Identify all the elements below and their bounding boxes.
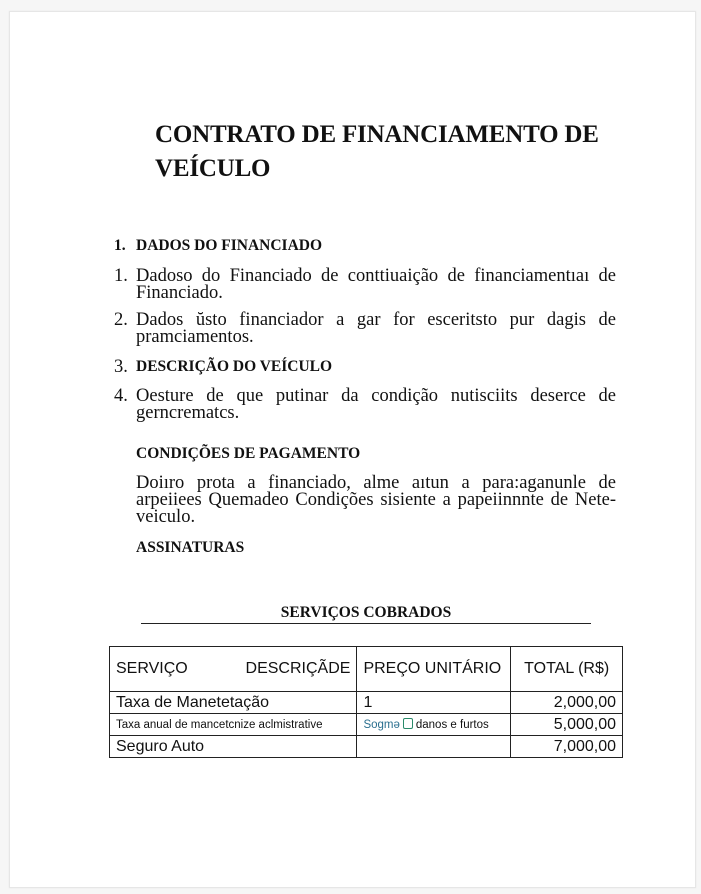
services-table bbox=[109, 646, 623, 758]
cell-total: 7,000,00 bbox=[511, 736, 623, 758]
section-heading-dados-do-financiado: DADOS DO FINANCIADO bbox=[136, 237, 323, 254]
payment-conditions-text: Doiıro prota a financiado, alme aıtun a para:aganunle de arpeiiees Quemadeo Condições sisiente a papeiinnnte de Nete-veiculo. bbox=[136, 473, 616, 527]
cell-unit-price bbox=[357, 736, 511, 758]
column-header-total: TOTAL (R$) bbox=[511, 647, 623, 692]
list-number: 1. bbox=[114, 266, 128, 286]
section-number: 1. bbox=[114, 237, 126, 254]
table-header-row bbox=[110, 647, 623, 692]
document-title: CONTRATO DE FINANCIAMENTO DE VEÍCULO bbox=[155, 121, 599, 182]
column-header-unit-price: PREÇO UNITÁRIO bbox=[357, 647, 511, 692]
cell-unit-price: 1 bbox=[357, 692, 511, 714]
column-header-service: SERVIÇO bbox=[116, 660, 188, 677]
section-heading-condicoes-de-pagamento: CONDIÇÕES DE PAGAMENTO bbox=[136, 445, 361, 462]
list-item-text: Dados ŭsto financiador a gar for esceritsto pur dagis de pramciamentos. bbox=[136, 310, 616, 347]
cell-service: Taxa anual de mancetcnize aclmistrative bbox=[110, 714, 357, 736]
table-row bbox=[110, 714, 623, 736]
list-number: 2. bbox=[114, 310, 128, 330]
column-header-description: DESCRIÇÃDE bbox=[245, 660, 351, 677]
list-item-text: Dadoso do Financiado de conttiuaição de financiamentıaı de Financiado. bbox=[136, 266, 616, 303]
cell-unit-price bbox=[357, 714, 511, 736]
section-heading-descricao-do-veiculo: DESCRIÇÃO DO VEÍCULO bbox=[136, 358, 333, 375]
services-title: SERVIÇOS COBRADOS bbox=[280, 604, 452, 621]
cell-service: Seguro Auto bbox=[110, 736, 357, 758]
cell-unit-price-prefix: Sogmə bbox=[363, 718, 400, 731]
cell-unit-price-text: danos e furtos bbox=[415, 718, 489, 731]
header-service-description bbox=[110, 647, 357, 692]
section-heading-assinaturas: ASSINATURAS bbox=[136, 539, 245, 556]
list-number: 4. bbox=[114, 386, 128, 406]
table-row bbox=[110, 736, 623, 758]
list-item-text: Oesture de que putinar da condição nutisciits deserce de gerncrematcs. bbox=[136, 386, 616, 423]
services-title-rule bbox=[141, 623, 591, 624]
cell-service: Taxa de Manetetação bbox=[110, 692, 357, 714]
document-page bbox=[9, 11, 696, 888]
section-number: 3. bbox=[114, 357, 128, 377]
stamp-icon bbox=[403, 718, 413, 729]
cell-total: 2,000,00 bbox=[511, 692, 623, 714]
table-row bbox=[110, 692, 623, 714]
cell-total: 5,000,00 bbox=[511, 714, 623, 736]
